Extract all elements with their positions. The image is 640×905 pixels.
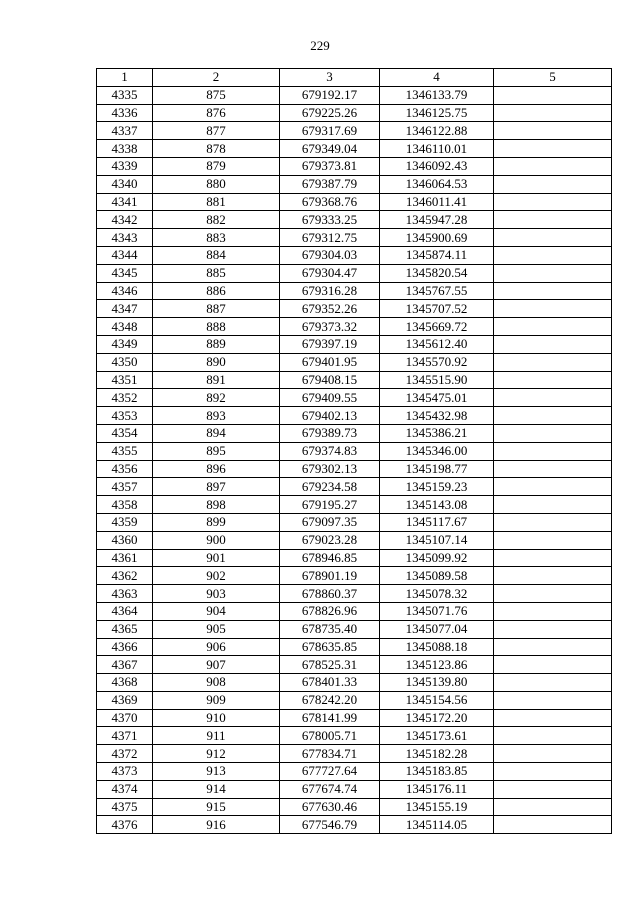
table-cell-col-2: 888 bbox=[153, 318, 280, 336]
table-cell-col-4: 1345078.32 bbox=[380, 585, 494, 603]
table-cell-col-2: 886 bbox=[153, 282, 280, 300]
table-cell-col-5 bbox=[494, 246, 612, 264]
table-cell-col-5 bbox=[494, 389, 612, 407]
table-cell-col-4: 1346011.41 bbox=[380, 193, 494, 211]
table-cell-col-3: 678401.33 bbox=[280, 674, 380, 692]
table-row bbox=[97, 531, 612, 549]
table-cell-col-1: 4359 bbox=[97, 513, 153, 531]
table-cell-col-1: 4356 bbox=[97, 460, 153, 478]
table-cell-col-5 bbox=[494, 674, 612, 692]
table-cell-col-1: 4365 bbox=[97, 620, 153, 638]
table-cell-col-1: 4366 bbox=[97, 638, 153, 656]
table-cell-col-4: 1345176.11 bbox=[380, 780, 494, 798]
table-cell-col-4: 1345386.21 bbox=[380, 424, 494, 442]
table-cell-col-5 bbox=[494, 798, 612, 816]
table-row bbox=[97, 122, 612, 140]
table-cell-col-2: 913 bbox=[153, 763, 280, 781]
table-cell-col-5 bbox=[494, 478, 612, 496]
table-cell-col-4: 1345139.80 bbox=[380, 674, 494, 692]
table-row bbox=[97, 656, 612, 674]
table-cell-col-2: 915 bbox=[153, 798, 280, 816]
table-row bbox=[97, 460, 612, 478]
table-cell-col-1: 4344 bbox=[97, 246, 153, 264]
table-row bbox=[97, 549, 612, 567]
table-cell-col-4: 1345874.11 bbox=[380, 246, 494, 264]
table-cell-col-3: 679402.13 bbox=[280, 407, 380, 425]
table-row bbox=[97, 780, 612, 798]
table-cell-col-4: 1346110.01 bbox=[380, 140, 494, 158]
table-cell-col-5 bbox=[494, 549, 612, 567]
table-cell-col-1: 4340 bbox=[97, 175, 153, 193]
table-cell-col-2: 895 bbox=[153, 442, 280, 460]
page-number: 229 bbox=[310, 38, 330, 53]
table-body bbox=[97, 86, 612, 833]
table-cell-col-1: 4370 bbox=[97, 709, 153, 727]
table-cell-col-3: 678005.71 bbox=[280, 727, 380, 745]
column-header-3: 3 bbox=[280, 69, 380, 87]
table-cell-col-1: 4358 bbox=[97, 496, 153, 514]
table-cell-col-1: 4339 bbox=[97, 157, 153, 175]
table-cell-col-2: 898 bbox=[153, 496, 280, 514]
table-row bbox=[97, 709, 612, 727]
table-cell-col-2: 894 bbox=[153, 424, 280, 442]
table-cell-col-3: 679304.47 bbox=[280, 264, 380, 282]
table-cell-col-5 bbox=[494, 460, 612, 478]
table-cell-col-2: 916 bbox=[153, 816, 280, 834]
table-cell-col-5 bbox=[494, 211, 612, 229]
table-row bbox=[97, 798, 612, 816]
table-cell-col-5 bbox=[494, 371, 612, 389]
table-cell-col-1: 4369 bbox=[97, 691, 153, 709]
table-cell-col-4: 1346125.75 bbox=[380, 104, 494, 122]
table-cell-col-4: 1345088.18 bbox=[380, 638, 494, 656]
table-cell-col-2: 876 bbox=[153, 104, 280, 122]
table-cell-col-3: 678635.85 bbox=[280, 638, 380, 656]
table-cell-col-4: 1346092.43 bbox=[380, 157, 494, 175]
table-cell-col-1: 4368 bbox=[97, 674, 153, 692]
table-cell-col-1: 4337 bbox=[97, 122, 153, 140]
table-cell-col-5 bbox=[494, 300, 612, 318]
table-cell-col-4: 1345099.92 bbox=[380, 549, 494, 567]
table-cell-col-3: 679312.75 bbox=[280, 229, 380, 247]
table-cell-col-5 bbox=[494, 567, 612, 585]
table-cell-col-4: 1345820.54 bbox=[380, 264, 494, 282]
table-cell-col-3: 678141.99 bbox=[280, 709, 380, 727]
table-cell-col-5 bbox=[494, 780, 612, 798]
table-cell-col-2: 892 bbox=[153, 389, 280, 407]
table-header-row bbox=[97, 69, 612, 87]
table-cell-col-5 bbox=[494, 229, 612, 247]
table-cell-col-4: 1346064.53 bbox=[380, 175, 494, 193]
table-cell-col-5 bbox=[494, 727, 612, 745]
table-cell-col-4: 1345570.92 bbox=[380, 353, 494, 371]
table-cell-col-3: 679023.28 bbox=[280, 531, 380, 549]
table-cell-col-4: 1345123.86 bbox=[380, 656, 494, 674]
table-row bbox=[97, 478, 612, 496]
column-header-2: 2 bbox=[153, 69, 280, 87]
table-cell-col-1: 4376 bbox=[97, 816, 153, 834]
table-cell-col-2: 890 bbox=[153, 353, 280, 371]
table-cell-col-2: 910 bbox=[153, 709, 280, 727]
table-cell-col-3: 679192.17 bbox=[280, 86, 380, 104]
table-cell-col-1: 4371 bbox=[97, 727, 153, 745]
table-cell-col-3: 679304.03 bbox=[280, 246, 380, 264]
table-cell-col-5 bbox=[494, 407, 612, 425]
table-cell-col-5 bbox=[494, 691, 612, 709]
table-row bbox=[97, 175, 612, 193]
table-cell-col-4: 1346133.79 bbox=[380, 86, 494, 104]
table-cell-col-5 bbox=[494, 335, 612, 353]
table-row bbox=[97, 585, 612, 603]
table-cell-col-3: 679368.76 bbox=[280, 193, 380, 211]
table-cell-col-1: 4336 bbox=[97, 104, 153, 122]
table-row bbox=[97, 104, 612, 122]
table-cell-col-3: 679234.58 bbox=[280, 478, 380, 496]
table-row bbox=[97, 389, 612, 407]
table-cell-col-4: 1345107.14 bbox=[380, 531, 494, 549]
table-row bbox=[97, 246, 612, 264]
table-row bbox=[97, 691, 612, 709]
table-cell-col-2: 897 bbox=[153, 478, 280, 496]
table-cell-col-1: 4343 bbox=[97, 229, 153, 247]
table-cell-col-2: 875 bbox=[153, 86, 280, 104]
table-cell-col-3: 679409.55 bbox=[280, 389, 380, 407]
table-row bbox=[97, 674, 612, 692]
table-cell-col-3: 677630.46 bbox=[280, 798, 380, 816]
column-header-5: 5 bbox=[494, 69, 612, 87]
table-cell-col-3: 679317.69 bbox=[280, 122, 380, 140]
table-cell-col-2: 900 bbox=[153, 531, 280, 549]
table-cell-col-2: 904 bbox=[153, 602, 280, 620]
table-cell-col-3: 677546.79 bbox=[280, 816, 380, 834]
table-cell-col-2: 883 bbox=[153, 229, 280, 247]
table-cell-col-1: 4357 bbox=[97, 478, 153, 496]
table-cell-col-4: 1345612.40 bbox=[380, 335, 494, 353]
table-cell-col-2: 878 bbox=[153, 140, 280, 158]
table-row bbox=[97, 602, 612, 620]
table-cell-col-3: 679397.19 bbox=[280, 335, 380, 353]
table-cell-col-3: 678242.20 bbox=[280, 691, 380, 709]
table-cell-col-2: 906 bbox=[153, 638, 280, 656]
table-cell-col-2: 893 bbox=[153, 407, 280, 425]
table-cell-col-3: 679349.04 bbox=[280, 140, 380, 158]
table-cell-col-2: 907 bbox=[153, 656, 280, 674]
table-cell-col-1: 4338 bbox=[97, 140, 153, 158]
table-cell-col-1: 4347 bbox=[97, 300, 153, 318]
table-cell-col-1: 4363 bbox=[97, 585, 153, 603]
table-cell-col-2: 905 bbox=[153, 620, 280, 638]
table-cell-col-2: 881 bbox=[153, 193, 280, 211]
table-row bbox=[97, 318, 612, 336]
table-cell-col-4: 1345707.52 bbox=[380, 300, 494, 318]
table-cell-col-3: 678901.19 bbox=[280, 567, 380, 585]
table-cell-col-3: 679302.13 bbox=[280, 460, 380, 478]
table-row bbox=[97, 353, 612, 371]
table-cell-col-1: 4367 bbox=[97, 656, 153, 674]
table-cell-col-5 bbox=[494, 264, 612, 282]
table-cell-col-5 bbox=[494, 709, 612, 727]
table-cell-col-3: 679401.95 bbox=[280, 353, 380, 371]
table-cell-col-2: 911 bbox=[153, 727, 280, 745]
table-row bbox=[97, 335, 612, 353]
table-cell-col-2: 914 bbox=[153, 780, 280, 798]
table-cell-col-1: 4364 bbox=[97, 602, 153, 620]
table-cell-col-4: 1345182.28 bbox=[380, 745, 494, 763]
table-cell-col-5 bbox=[494, 745, 612, 763]
table-cell-col-2: 901 bbox=[153, 549, 280, 567]
table-cell-col-4: 1345198.77 bbox=[380, 460, 494, 478]
table-cell-col-5 bbox=[494, 193, 612, 211]
table-cell-col-1: 4348 bbox=[97, 318, 153, 336]
table-cell-col-1: 4346 bbox=[97, 282, 153, 300]
table-cell-col-5 bbox=[494, 157, 612, 175]
table-cell-col-5 bbox=[494, 513, 612, 531]
table-cell-col-2: 880 bbox=[153, 175, 280, 193]
table-cell-col-2: 899 bbox=[153, 513, 280, 531]
table-cell-col-4: 1345669.72 bbox=[380, 318, 494, 336]
table-cell-col-5 bbox=[494, 763, 612, 781]
table-cell-col-2: 903 bbox=[153, 585, 280, 603]
table-cell-col-1: 4355 bbox=[97, 442, 153, 460]
table-cell-col-4: 1345515.90 bbox=[380, 371, 494, 389]
table-row bbox=[97, 745, 612, 763]
table-cell-col-2: 889 bbox=[153, 335, 280, 353]
table-cell-col-4: 1345432.98 bbox=[380, 407, 494, 425]
table-cell-col-4: 1345173.61 bbox=[380, 727, 494, 745]
table-cell-col-2: 882 bbox=[153, 211, 280, 229]
table-cell-col-3: 677674.74 bbox=[280, 780, 380, 798]
table-cell-col-5 bbox=[494, 175, 612, 193]
table-cell-col-4: 1345077.04 bbox=[380, 620, 494, 638]
table-row bbox=[97, 816, 612, 834]
table-row bbox=[97, 157, 612, 175]
table-row bbox=[97, 371, 612, 389]
table-cell-col-3: 679352.26 bbox=[280, 300, 380, 318]
table-cell-col-3: 679387.79 bbox=[280, 175, 380, 193]
table-row bbox=[97, 211, 612, 229]
table-row bbox=[97, 727, 612, 745]
table-cell-col-4: 1345089.58 bbox=[380, 567, 494, 585]
table-cell-col-2: 909 bbox=[153, 691, 280, 709]
table-cell-col-1: 4341 bbox=[97, 193, 153, 211]
table-cell-col-2: 885 bbox=[153, 264, 280, 282]
table-cell-col-4: 1345346.00 bbox=[380, 442, 494, 460]
table-cell-col-3: 679225.26 bbox=[280, 104, 380, 122]
table-cell-col-1: 4362 bbox=[97, 567, 153, 585]
table-cell-col-4: 1345159.23 bbox=[380, 478, 494, 496]
table-cell-col-3: 679333.25 bbox=[280, 211, 380, 229]
table-cell-col-2: 908 bbox=[153, 674, 280, 692]
table-cell-col-2: 887 bbox=[153, 300, 280, 318]
table-cell-col-2: 877 bbox=[153, 122, 280, 140]
table-cell-col-5 bbox=[494, 638, 612, 656]
table-cell-col-5 bbox=[494, 496, 612, 514]
table-cell-col-1: 4351 bbox=[97, 371, 153, 389]
table-cell-col-2: 912 bbox=[153, 745, 280, 763]
table-cell-col-3: 679373.81 bbox=[280, 157, 380, 175]
table-cell-col-4: 1345900.69 bbox=[380, 229, 494, 247]
table-cell-col-5 bbox=[494, 104, 612, 122]
table-cell-col-4: 1345117.67 bbox=[380, 513, 494, 531]
table-row bbox=[97, 638, 612, 656]
table-cell-col-4: 1345183.85 bbox=[380, 763, 494, 781]
table-cell-col-4: 1345071.76 bbox=[380, 602, 494, 620]
table-row bbox=[97, 620, 612, 638]
table-row bbox=[97, 140, 612, 158]
table-row bbox=[97, 496, 612, 514]
table-row bbox=[97, 193, 612, 211]
table-cell-col-1: 4345 bbox=[97, 264, 153, 282]
table-cell-col-1: 4353 bbox=[97, 407, 153, 425]
table-cell-col-3: 678525.31 bbox=[280, 656, 380, 674]
table-cell-col-3: 678735.40 bbox=[280, 620, 380, 638]
table-row bbox=[97, 407, 612, 425]
table-cell-col-1: 4374 bbox=[97, 780, 153, 798]
table-cell-col-4: 1345143.08 bbox=[380, 496, 494, 514]
table-cell-col-5 bbox=[494, 353, 612, 371]
table-cell-col-5 bbox=[494, 602, 612, 620]
table-cell-col-2: 891 bbox=[153, 371, 280, 389]
table-cell-col-1: 4373 bbox=[97, 763, 153, 781]
table-cell-col-3: 679374.83 bbox=[280, 442, 380, 460]
table-cell-col-3: 679097.35 bbox=[280, 513, 380, 531]
table-cell-col-1: 4361 bbox=[97, 549, 153, 567]
table-cell-col-3: 679408.15 bbox=[280, 371, 380, 389]
table-cell-col-1: 4350 bbox=[97, 353, 153, 371]
table-cell-col-4: 1346122.88 bbox=[380, 122, 494, 140]
table-row bbox=[97, 229, 612, 247]
table-row bbox=[97, 442, 612, 460]
table-cell-col-1: 4372 bbox=[97, 745, 153, 763]
table-cell-col-5 bbox=[494, 442, 612, 460]
table-cell-col-5 bbox=[494, 86, 612, 104]
table-cell-col-3: 679389.73 bbox=[280, 424, 380, 442]
table-cell-col-1: 4342 bbox=[97, 211, 153, 229]
table-cell-col-3: 678826.96 bbox=[280, 602, 380, 620]
table-cell-col-3: 679195.27 bbox=[280, 496, 380, 514]
table-cell-col-1: 4375 bbox=[97, 798, 153, 816]
table-cell-col-3: 677834.71 bbox=[280, 745, 380, 763]
table-cell-col-1: 4349 bbox=[97, 335, 153, 353]
table-row bbox=[97, 264, 612, 282]
coordinates-table bbox=[96, 68, 612, 834]
table-cell-col-5 bbox=[494, 140, 612, 158]
column-header-1: 1 bbox=[97, 69, 153, 87]
table-cell-col-4: 1345154.56 bbox=[380, 691, 494, 709]
table-row bbox=[97, 86, 612, 104]
table-cell-col-4: 1345114.05 bbox=[380, 816, 494, 834]
table-row bbox=[97, 282, 612, 300]
table-cell-col-1: 4335 bbox=[97, 86, 153, 104]
table-cell-col-3: 679373.32 bbox=[280, 318, 380, 336]
table-cell-col-2: 902 bbox=[153, 567, 280, 585]
table-row bbox=[97, 567, 612, 585]
table-cell-col-5 bbox=[494, 318, 612, 336]
table-cell-col-5 bbox=[494, 585, 612, 603]
table-cell-col-5 bbox=[494, 122, 612, 140]
table-cell-col-4: 1345767.55 bbox=[380, 282, 494, 300]
table-cell-col-4: 1345475.01 bbox=[380, 389, 494, 407]
table-cell-col-1: 4354 bbox=[97, 424, 153, 442]
table-cell-col-5 bbox=[494, 620, 612, 638]
table-cell-col-2: 884 bbox=[153, 246, 280, 264]
table-cell-col-5 bbox=[494, 282, 612, 300]
table-cell-col-5 bbox=[494, 656, 612, 674]
table-cell-col-3: 679316.28 bbox=[280, 282, 380, 300]
table-cell-col-5 bbox=[494, 424, 612, 442]
table-cell-col-3: 678946.85 bbox=[280, 549, 380, 567]
table-row bbox=[97, 300, 612, 318]
table-cell-col-5 bbox=[494, 816, 612, 834]
table-row bbox=[97, 424, 612, 442]
table-cell-col-3: 677727.64 bbox=[280, 763, 380, 781]
table-cell-col-2: 879 bbox=[153, 157, 280, 175]
table-cell-col-2: 896 bbox=[153, 460, 280, 478]
table-cell-col-4: 1345172.20 bbox=[380, 709, 494, 727]
table-cell-col-5 bbox=[494, 531, 612, 549]
table-cell-col-1: 4352 bbox=[97, 389, 153, 407]
table-row bbox=[97, 513, 612, 531]
table-cell-col-4: 1345947.28 bbox=[380, 211, 494, 229]
table-row bbox=[97, 763, 612, 781]
table-cell-col-1: 4360 bbox=[97, 531, 153, 549]
column-header-4: 4 bbox=[380, 69, 494, 87]
table-cell-col-4: 1345155.19 bbox=[380, 798, 494, 816]
table-cell-col-3: 678860.37 bbox=[280, 585, 380, 603]
